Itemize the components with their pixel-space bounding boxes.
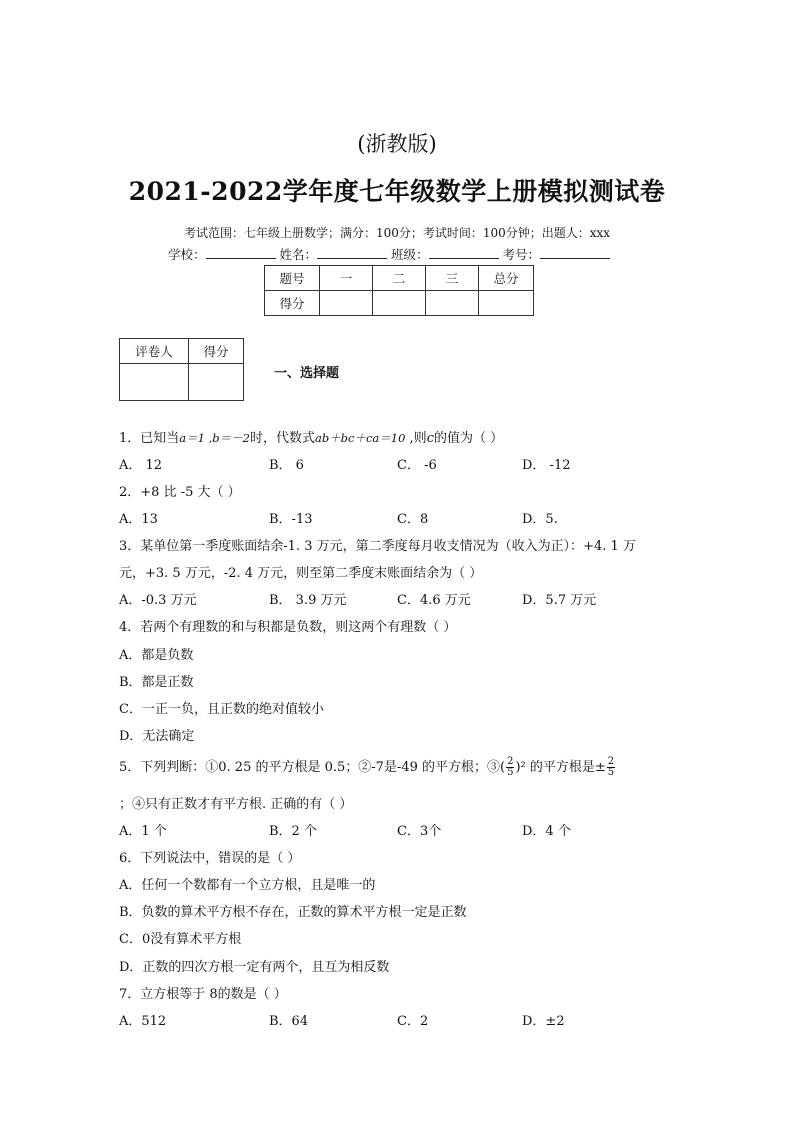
score-cell[interactable] [320,291,373,316]
option-b[interactable]: B．64 [269,1014,309,1029]
grader-header-cell: 得分 [189,339,244,364]
fraction-denominator: 5 [507,767,514,778]
score-header-cell: 二 [373,266,426,291]
question-1-stem [119,427,503,446]
grader-table [119,338,244,401]
option-a[interactable]: A．都是负数 [119,648,194,663]
option-d[interactable]: D．5. [522,512,558,527]
score-cell[interactable] [373,291,426,316]
option-d[interactable]: D．正数的四次方根一定有两个，且互为相反数 [119,960,390,975]
question-3-stem-line1: 3．某单位第一季度账面结余-1. 3 万元，第二季度每月收支情况为（收入为正）：+4. 1 万 [119,539,636,554]
score-cell[interactable] [426,291,479,316]
score-header-cell: 题号 [265,266,320,291]
option-a[interactable]: A．任何一个数都有一个立方根，且是唯一的 [119,878,376,893]
score-header-cell: 一 [320,266,373,291]
option-b[interactable]: B． 3.9 万元 [269,593,347,608]
field-class-label: 班级： [391,247,429,262]
q5-fraction [506,757,514,778]
question-5-stem-line1 [119,756,616,778]
question-6-stem: 6．下列说法中，错误的是（ ） [119,851,301,866]
question-2-stem: 2．+8 比 -5 大（ ） [119,485,241,500]
section-title: 一、选择题 [274,366,340,381]
option-c[interactable]: C．4.6 万元 [397,593,471,608]
option-d[interactable]: D．±2 [522,1014,565,1029]
field-school-label: 学校： [168,247,206,262]
option-b[interactable]: B．2 个 [269,824,317,839]
option-c[interactable]: C．一正一负，且正数的绝对值较小 [119,702,324,717]
grader-header-cell: 评卷人 [120,339,189,364]
exam-info: 考试范围：七年级上册数学；满分：100分；考试时间：100分钟；出题人：xxx [183,226,611,240]
option-a[interactable]: A．1 个 [119,824,167,839]
option-b[interactable]: B． 6 [269,458,304,473]
option-a[interactable]: A．13 [119,512,158,527]
edition-label: (浙教版) [357,132,437,156]
fraction-denominator: 5 [607,767,615,778]
option-d[interactable]: D．无法确定 [119,729,195,744]
q5-fraction-answer [607,757,615,778]
option-c[interactable]: C．3个 [397,824,442,839]
score-header-cell: 总分 [479,266,534,291]
field-name-label: 姓名： [279,247,318,262]
option-c[interactable]: C．8 [397,512,429,527]
field-school-blank[interactable] [206,246,276,259]
score-table-score-row [265,291,534,316]
option-c[interactable]: C．0没有算术平方根 [119,932,242,947]
option-a[interactable]: A．512 [119,1014,167,1029]
field-id-label: 考号： [502,247,541,262]
grader-cell[interactable] [189,364,244,401]
q1-text: 1．已知当 [119,431,180,446]
grader-cell[interactable] [120,364,189,401]
fraction-numerator: 2 [607,756,615,767]
score-cell[interactable] [479,291,534,316]
q1-expression: ab＋bc＋ca＝10 [314,431,406,445]
option-b[interactable]: B．都是正数 [119,675,194,690]
score-header-cell: 三 [426,266,479,291]
score-row-label: 得分 [265,291,320,316]
q5-text: )² 的平方根是± [515,760,606,775]
option-c[interactable]: C．2 [397,1014,429,1029]
option-a[interactable]: A． 12 [119,458,163,473]
question-4-stem: 4．若两个有理数的和与积都是负数，则这两个有理数（ ） [119,620,457,635]
q1-variable: c [426,431,434,446]
q1-text: ,则 [405,431,427,446]
question-5-stem-line2: ；④只有正数才有平方根. 正确的有（ ） [119,797,353,812]
q1-math: a＝1 ,b＝－2 [179,431,250,445]
question-3-stem-line2: 元，+3. 5 万元，-2. 4 万元，则至第二季度末账面结余为（ ） [119,566,483,581]
score-table-header-row [265,266,534,291]
option-c[interactable]: C． -6 [397,458,437,473]
exam-title: 2021-2022学年度七年级数学上册模拟测试卷 [128,177,666,206]
q1-text: 时，代数式 [249,431,315,446]
field-class-blank[interactable] [429,246,499,259]
field-id-blank[interactable] [540,246,610,259]
q5-text: 5．下列判断：①0. 25 的平方根是 0.5；②-7是-49 的平方根；③( [119,760,506,775]
option-b[interactable]: B．负数的算术平方根不存在，正数的算术平方根一定是正数 [119,905,467,920]
question-7-stem: 7．立方根等于 8的数是（ ） [119,987,287,1002]
q1-text: 的值为（ ） [433,431,504,446]
option-d[interactable]: D．5.7 万元 [522,593,597,608]
field-name-blank[interactable] [317,246,387,259]
student-fields [168,245,610,263]
option-b[interactable]: B．-13 [269,512,313,527]
option-d[interactable]: D． -12 [522,458,571,473]
fraction-numerator: 2 [507,756,514,767]
score-table [264,265,534,316]
option-a[interactable]: A．-0.3 万元 [119,593,197,608]
option-d[interactable]: D．4 个 [522,824,571,839]
